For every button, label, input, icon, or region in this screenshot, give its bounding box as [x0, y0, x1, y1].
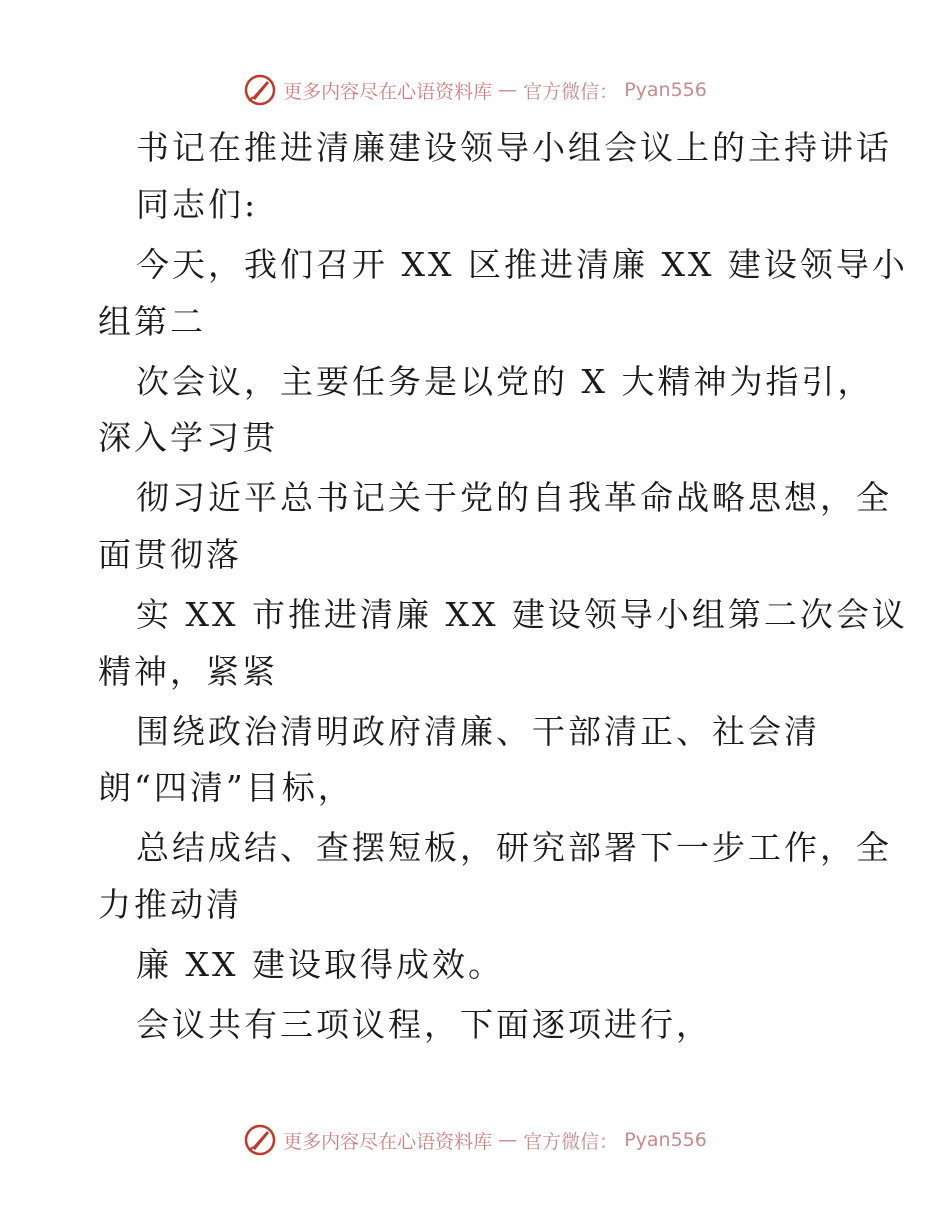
paragraph-line: 组第二	[98, 302, 206, 341]
banner-wechat-id: Pyan556	[624, 1129, 707, 1151]
footer-banner	[0, 1120, 950, 1160]
salutation: 同志们:	[136, 185, 259, 224]
banner-separator: —	[498, 79, 518, 101]
banner-separator: —	[498, 1129, 518, 1151]
banner-wechat-id: Pyan556	[624, 79, 707, 101]
banner-main-text: 更多内容尽在心语资料库	[283, 80, 493, 103]
banner-main-text: 更多内容尽在心语资料库	[283, 1130, 493, 1153]
paragraph-line: 朗“四清”目标，	[98, 768, 354, 807]
header-banner	[0, 70, 950, 110]
paragraph-line: 廉 XX 建设取得成效。	[136, 945, 504, 984]
paragraph-line: 深入学习贯	[98, 418, 278, 457]
paragraph-line: 会议共有三项议程，下面逐项进行，	[136, 1005, 712, 1044]
banner-wechat-label: 官方微信：	[523, 1130, 619, 1153]
paragraph-line: 精神，紧紧	[98, 652, 278, 691]
quill-pen-icon	[243, 1123, 277, 1157]
paragraph-line: 力推动清	[98, 885, 242, 924]
paragraph-line: 今天，我们召开 XX 区推进清廉 XX 建设领导小	[136, 245, 908, 284]
paragraph-line: 彻习近平总书记关于党的自我革命战略思想，全	[136, 478, 892, 517]
paragraph-line: 围绕政治清明政府清廉、干部清正、社会清	[136, 712, 820, 751]
banner-wechat-label: 官方微信：	[523, 80, 619, 103]
paragraph-line: 次会议，主要任务是以党的 X 大精神为指引，	[136, 362, 874, 401]
paragraph-line: 面贯彻落	[98, 535, 242, 574]
document-title: 书记在推进清廉建设领导小组会议上的主持讲话	[136, 128, 892, 167]
paragraph-line: 实 XX 市推进清廉 XX 建设领导小组第二次会议	[136, 595, 908, 634]
quill-pen-icon	[243, 73, 277, 107]
paragraph-line: 总结成结、查摆短板，研究部署下一步工作，全	[136, 828, 892, 867]
